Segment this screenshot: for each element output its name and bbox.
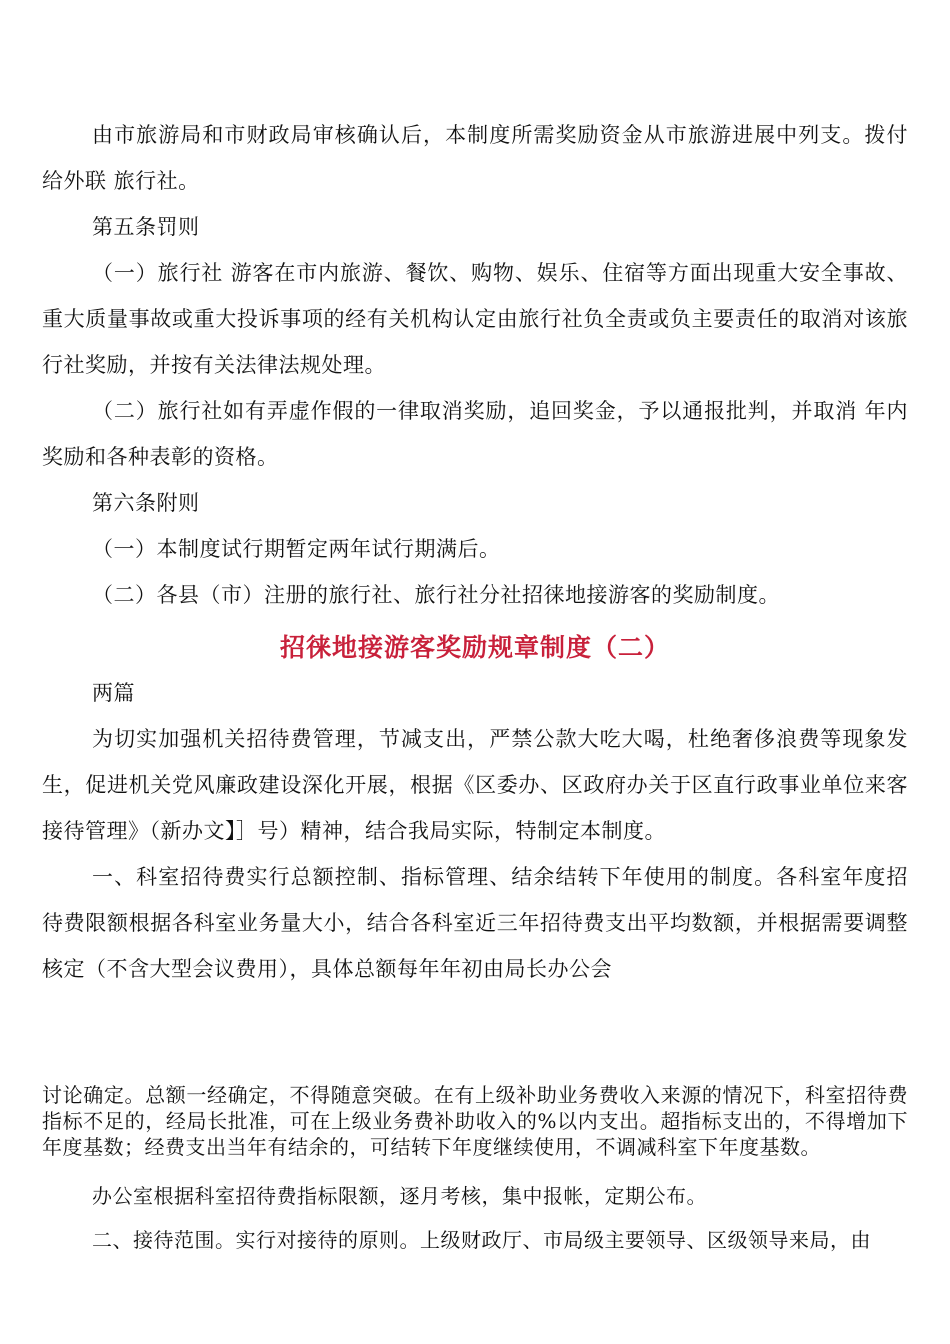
paragraph-rule-1: 一、科室招待费实行总额控制、指标管理、结余结转下年使用的制度。各科室年度招待费限额根据各科室业务量大小，结合各科室近三年招待费支出平均数额，并根据需要调整核定（不含大型会议费用），具体总额每年年初由局长办公会: [42, 865, 908, 981]
paragraph-gap: [42, 1160, 908, 1174]
paragraph-continuation: 讨论确定。总额一经确定，不得随意突破。在有上级补助业务费收入来源的情况下，科室招待费指标不足的，经局长批准，可在上级业务费补助收入的%以内支出。超指标支出的，不得增加下年度基数；经费支出当年有结余的，可结转下年度继续使用，不调减科室下年度基数。: [42, 1083, 908, 1159]
section-title: 招徕地接游客奖励规章制度（二）: [279, 633, 670, 662]
paragraph-supplement-1: （一）本制度试行期暂定两年试行期满后。: [92, 537, 501, 561]
paragraph-supplement-2: （二）各县（市）注册的旅行社、旅行社分社招徕地接游客的奖励制度。: [92, 583, 780, 607]
article-5-heading: 第五条罚则: [92, 215, 200, 239]
paragraph-rule-2: 二、接待范围。实行对接待的原则。上级财政厅、市局级主要领导、区级领导来局，由: [92, 1228, 871, 1252]
paragraph-funding: 由市旅游局和市财政局审核确认后，本制度所需奖励资金从市旅游进展中列支。拨付给外联 旅行社。: [42, 123, 908, 193]
section-1-body: [42, 112, 908, 618]
section-3-body: [42, 1082, 908, 1262]
paragraph-penalty-2: （二）旅行社如有弄虚作假的一律取消奖励，追回奖金，予以通报批判，并取消 年内奖励和各种表彰的资格。: [42, 399, 908, 469]
section-subtitle: 两篇: [92, 681, 135, 705]
paragraph-office: 办公室根据科室招待费指标限额，逐月考核，集中报帐，定期公布。: [92, 1184, 707, 1208]
paragraph-penalty-1: （一）旅行社 游客在市内旅游、餐饮、购物、娱乐、住宿等方面出现重大安全事故、重大质量事故或重大投诉事项的经有关机构认定由旅行社负全责或负主要责任的取消对该旅行社奖励，并按有关法律法规处理。: [42, 261, 908, 377]
paragraph-intro: 为切实加强机关招待费管理，节减支出，严禁公款大吃大喝，杜绝奢侈浪费等现象发生，促进机关党风廉政建设深化开展，根据《区委办、区政府办关于区直行政事业单位来客接待管理》（新办文】］号）精神，结合我局实际，特制定本制度。: [42, 727, 908, 843]
article-6-heading: 第六条附则: [92, 491, 200, 515]
section-2-body: [42, 620, 908, 992]
